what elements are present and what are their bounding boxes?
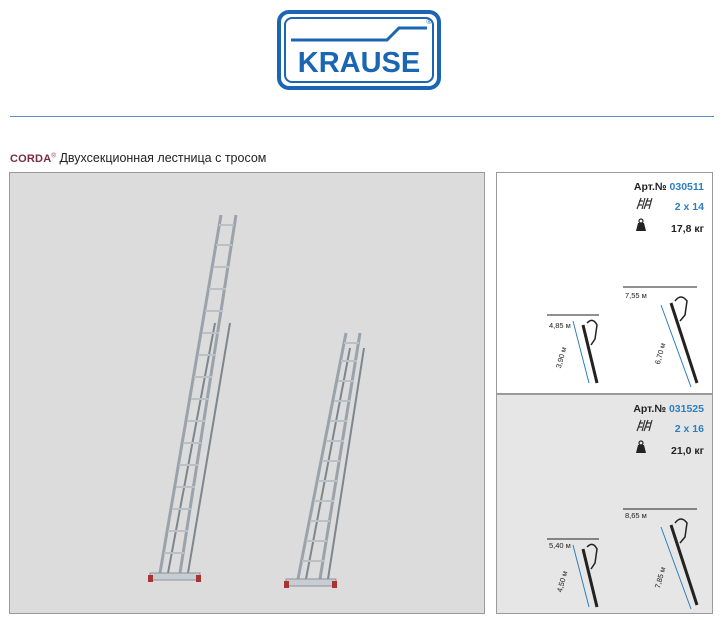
weight-icon <box>635 218 647 232</box>
height-diagrams <box>537 283 707 393</box>
product-description: Двухсекционная лестница с тросом <box>59 151 267 165</box>
ladder-steps-icon <box>635 418 653 432</box>
steps-count: 2 x 16 <box>674 423 704 435</box>
diagram-tall-length: 7,85 м <box>653 565 668 590</box>
diagram-short-height: 4,85 м <box>549 321 571 330</box>
product-photo <box>9 172 485 614</box>
weight-value: 21,0 кг <box>671 445 704 457</box>
svg-text:®: ® <box>426 19 432 26</box>
product-title <box>10 151 266 165</box>
ladder-steps-icon <box>635 196 653 210</box>
brand-name: CORDA® <box>10 153 56 165</box>
steps-count: 2 x 14 <box>674 201 704 213</box>
diagram-tall-length: 6,70 м <box>653 341 668 366</box>
ladder-extended-image <box>148 215 236 582</box>
spec-box-031525 <box>496 394 713 614</box>
weight-icon <box>635 440 647 454</box>
diagram-short-length: 4,50 м <box>555 569 570 594</box>
header-divider <box>10 116 714 117</box>
logo-text: KRAUSE <box>297 47 421 79</box>
weight-value: 17,8 кг <box>671 223 704 235</box>
diagram-tall-height: 8,65 м <box>625 511 647 520</box>
diagram-short-length: 3,90 м <box>554 345 569 370</box>
ladder-retracted-image <box>284 333 364 588</box>
diagram-tall-height: 7,55 м <box>625 291 647 300</box>
spec-box-030511 <box>496 172 713 394</box>
diagram-short-height: 5,40 м <box>549 541 571 550</box>
article-number: Арт.№ 031525 <box>633 403 704 415</box>
article-number: Арт.№ 030511 <box>633 181 704 193</box>
height-diagrams <box>537 505 707 615</box>
krause-logo <box>277 10 441 90</box>
